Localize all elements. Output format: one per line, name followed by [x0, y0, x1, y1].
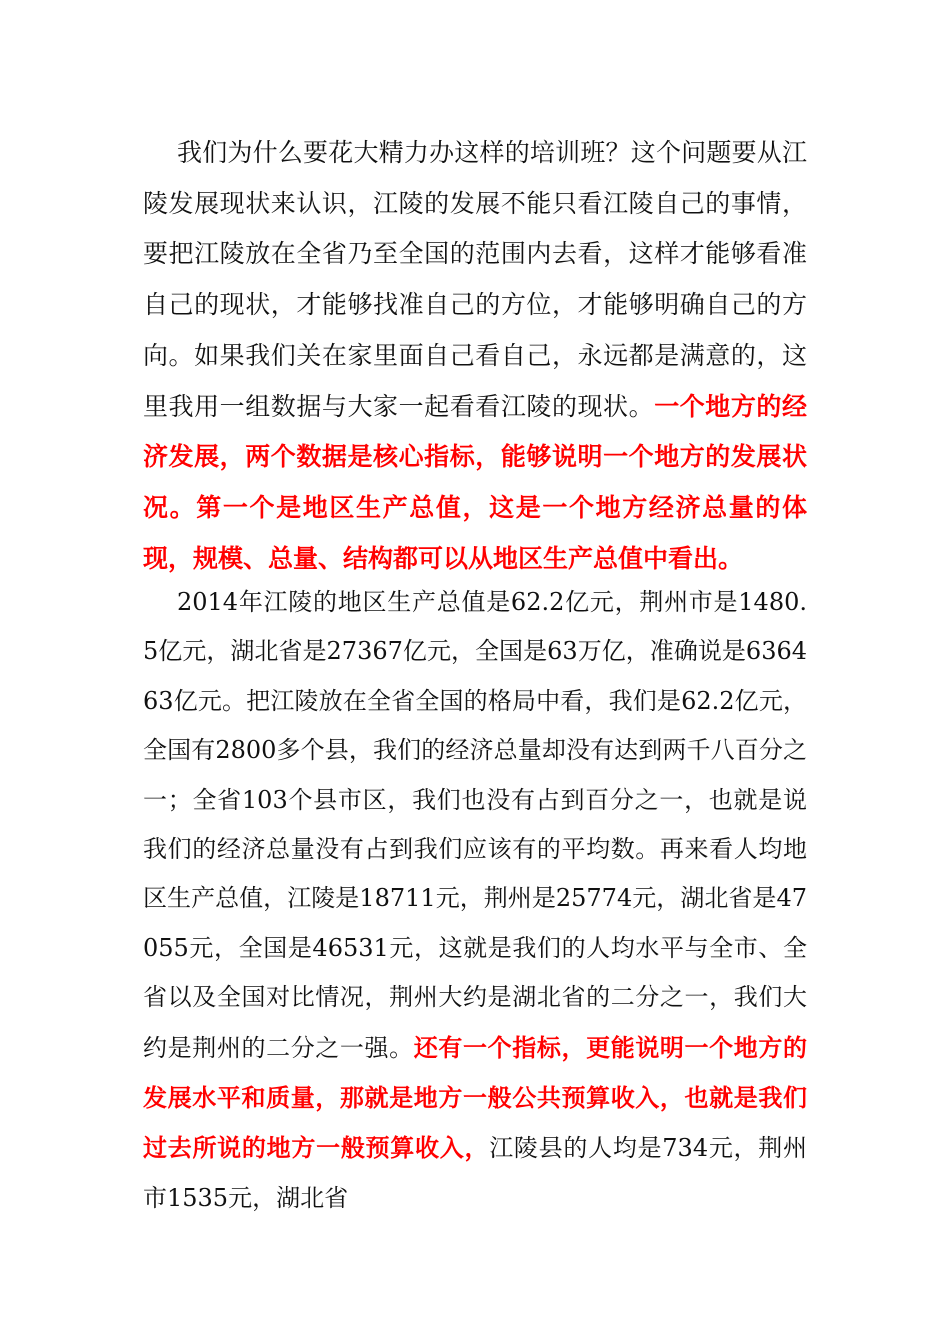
paragraph-intro	[143, 128, 807, 584]
intro-emphasis-text: 一个地方的经济发展，两个数据是核心指标，能够说明一个地方的发展状况。第一个是地区生产总值，这是一个地方经济总量的体现，规模、总量、结构都可以从地区生产总值中看出。	[143, 391, 807, 573]
data-emphasis-text: 还有一个指标，更能说明一个地方的发展水平和质量，那就是地方一般公共预算收入，也就是我们过去所说的地方一般预算收入，	[143, 1032, 808, 1163]
data-text: 2014年江陵的地区生产总值是62.2亿元，荆州市是1480.5亿元，湖北省是27367亿元，全国是63万亿，准确说是636463亿元。把江陵放在全省全国的格局中看，我们是62.2亿元，全国有2800多个县，我们的经济总量却没有达到两千八百分之一；全省103个县市区，我们也没有占到百分之一，也就是说我们的经济总量没有占到我们应该有的平均数。再来看人均地区生产总值，江陵是18711元，荆州是25774元，湖北省是47055元，全国是46531元，这就是我们的人均水平与全市、全省以及全国对比情况，荆州大约是湖北省的二分之一，我们大约是荆州的二分之一强。	[143, 588, 807, 1062]
paragraph-data	[143, 578, 807, 1223]
data-tail-text: 江陵县的人均是734元，荆州市1535元，湖北省	[143, 1134, 807, 1212]
intro-text: 我们为什么要花大精力办这样的培训班？这个问题要从江陵发展现状来认识，江陵的发展不能只看江陵自己的事情，要把江陵放在全省乃至全国的范围内去看，这样才能够看准自己的现状，才能够找准自己的方位，才能够明确自己的方向。如果我们关在家里面自己看自己，永远都是满意的，这里我用一组数据与大家一起看看江陵的现状。	[143, 138, 807, 421]
